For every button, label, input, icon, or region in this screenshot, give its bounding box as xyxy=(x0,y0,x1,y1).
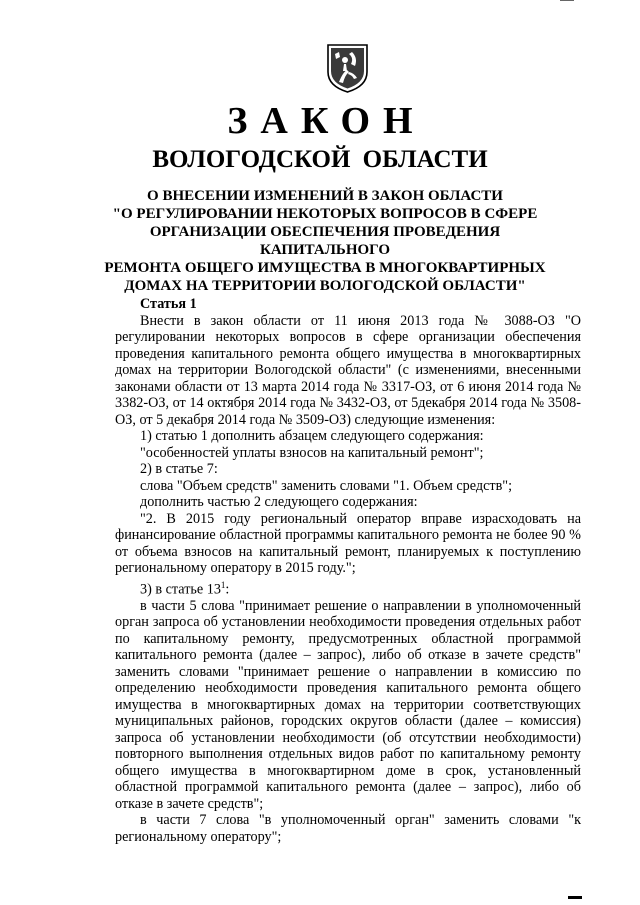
article-heading: Статья 1 xyxy=(140,296,197,312)
coat-of-arms-icon xyxy=(325,42,370,94)
item-3-superscript: 1 xyxy=(220,579,226,590)
item-2-b: дополнить частью 2 следующего содержания: xyxy=(140,494,418,510)
item-3 xyxy=(115,577,581,598)
subject-line: "О РЕГУЛИРОВАНИИ НЕКОТОРЫХ ВОПРОСОВ В СФЕРЕ xyxy=(112,206,538,222)
article-body xyxy=(115,296,581,845)
item-3-b: в части 7 слова "в уполномоченный орган" заменить словами "к региональному оператору"; xyxy=(115,812,581,845)
item-1: 1) статью 1 дополнить абзацем следующего содержания: xyxy=(140,428,484,444)
scan-mark-top xyxy=(560,0,574,1)
region-title: ВОЛОГОДСКОЙ ОБЛАСТИ xyxy=(152,146,488,173)
law-subject xyxy=(100,187,550,295)
subject-line: ДОМАХ НА ТЕРРИТОРИИ ВОЛОГОДСКОЙ ОБЛАСТИ" xyxy=(124,278,526,294)
item-3-a: в части 5 слова "принимает решение о направлении в уполномоченный орган запроса об установлении необходимости проведения отдельных работ по капитальному ремонту, предусмотренных областной программой капитального ремонта (далее – запрос), либо об отказе в зачете средств" заменить словами "принимает решение о направлении в комиссию по определению необходимости проведения капитального ремонта общего имущества в многоквартирных домах на территории соответствующих муниципальных районов, городских округов области (далее – комиссия) запроса об установлении необходимости (об отсутствии необходимости) повторного выполнения отдельных видов работ по капитальному ремонту общего имущества в многоквартирном доме в срок, установленный областной программой капитального ремонта (далее – запрос), либо об отказе в зачете средств"; xyxy=(115,597,581,812)
item-2-c: "2. В 2015 году региональный оператор вправе израсходовать на финансирование областной программы капитального ремонта не более 90 % от объема взносов на капитальный ремонт, планируемых к поступлению региональному оператору в 2015 году."; xyxy=(115,510,581,576)
item-2: 2) в статье 7: xyxy=(140,461,218,477)
law-title: ЗАКОН xyxy=(227,100,426,142)
item-3-prefix: 3) в статье 13 xyxy=(140,581,221,598)
subject-line: РЕМОНТА ОБЩЕГО ИМУЩЕСТВА В МНОГОКВАРТИРНЫХ xyxy=(104,260,546,276)
article-intro: Внести в закон области от 11 июня 2013 года № 3088-ОЗ "О регулировании некоторых вопросов в сфере организации обеспечения проведения капитального ремонта общего имущества в многоквартирных домах на территории Вологодской области" (с изменениями, внесенными законами области от 13 марта 2014 года № 3317-ОЗ, от 6 июня 2014 года № 3382-ОЗ, от 14 октября 2014 года № 3432-ОЗ, от 5декабря 2014 года № 3508-ОЗ, от 5 декабря 2014 года № 3509-ОЗ) следующие изменения: xyxy=(115,312,581,428)
item-2-a: слова "Объем средств" заменить словами "1. Объем средств"; xyxy=(140,477,513,494)
item-1-text: "особенностей уплаты взносов на капитальный ремонт"; xyxy=(140,444,484,461)
item-3-suffix: : xyxy=(225,581,230,598)
subject-line: ОРГАНИЗАЦИИ ОБЕСПЕЧЕНИЯ ПРОВЕДЕНИЯ КАПИТАЛЬНОГО xyxy=(149,224,501,258)
scan-mark-bottom xyxy=(568,896,582,899)
subject-line: О ВНЕСЕНИИ ИЗМЕНЕНИЙ В ЗАКОН ОБЛАСТИ xyxy=(147,188,503,204)
